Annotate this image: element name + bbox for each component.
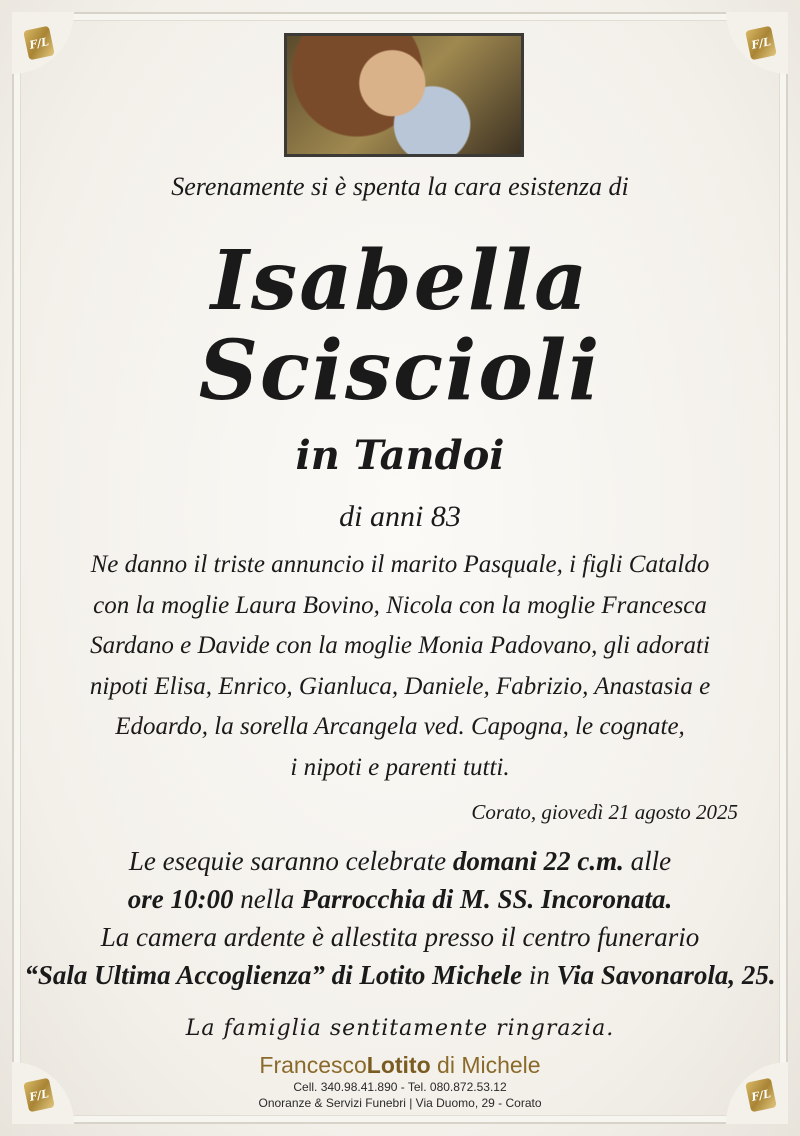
funeral-line: Le esequie saranno celebrate domani 22 c.m. alle xyxy=(128,846,672,876)
announcement-line: i nipoti e parenti tutti. xyxy=(290,753,510,781)
funeral-line: ore 10:00 nella Parrocchia di M. SS. Incoronata. xyxy=(127,884,673,914)
funeral-line: La camera ardente è allestita presso il centro funerario xyxy=(100,922,700,952)
announcement-line: nipoti Elisa, Enrico, Gianluca, Daniele, Fabrizio, Anastasia e xyxy=(89,672,711,700)
announcement-line: Edoardo, la sorella Arcangela ved. Capogna, le cognate, xyxy=(115,713,685,740)
announcement-line: Sardano e Davide con la moglie Monia Padovano, gli adorati xyxy=(90,632,710,659)
agency-logo-icon: F/L xyxy=(745,26,777,61)
agency-contacts: Cell. 340.98.41.890 - Tel. 080.872.53.12 xyxy=(293,1080,507,1094)
deceased-first-name: Isabella xyxy=(210,233,590,329)
agency-logo-icon: F/L xyxy=(23,1078,55,1113)
married-name: in Tandoi xyxy=(295,432,505,479)
announcement-line: con la moglie Laura Bovino, Nicola con la moglie Francesca xyxy=(93,591,707,619)
announcement-text xyxy=(0,545,800,788)
madonna-and-child-image xyxy=(284,33,524,157)
announcement-line: Ne danno il triste annuncio il marito Pasquale, i figli Cataldo xyxy=(90,551,710,578)
agency-address: Onoranze & Servizi Funebri | Via Duomo, 29 - Corato xyxy=(258,1096,542,1110)
agency-logo-icon: F/L xyxy=(23,26,55,61)
place-date: Corato, giovedì 21 agosto 2025 xyxy=(471,800,738,824)
agency-logo-icon: F/L xyxy=(745,1078,777,1113)
funeral-line: “Sala Ultima Accoglienza” di Lotito Michele in Via Savonarola, 25. xyxy=(24,960,776,990)
deceased-last-name: Sciscioli xyxy=(198,323,602,419)
funeral-details xyxy=(0,842,800,994)
age-text: di anni 83 xyxy=(339,500,461,533)
intro-text: Serenamente si è spenta la cara esistenza di xyxy=(171,172,629,201)
agency-name: FrancescoLotito di Michele xyxy=(259,1052,541,1078)
thanks-text: La famiglia sentitamente ringrazia. xyxy=(185,1016,615,1041)
